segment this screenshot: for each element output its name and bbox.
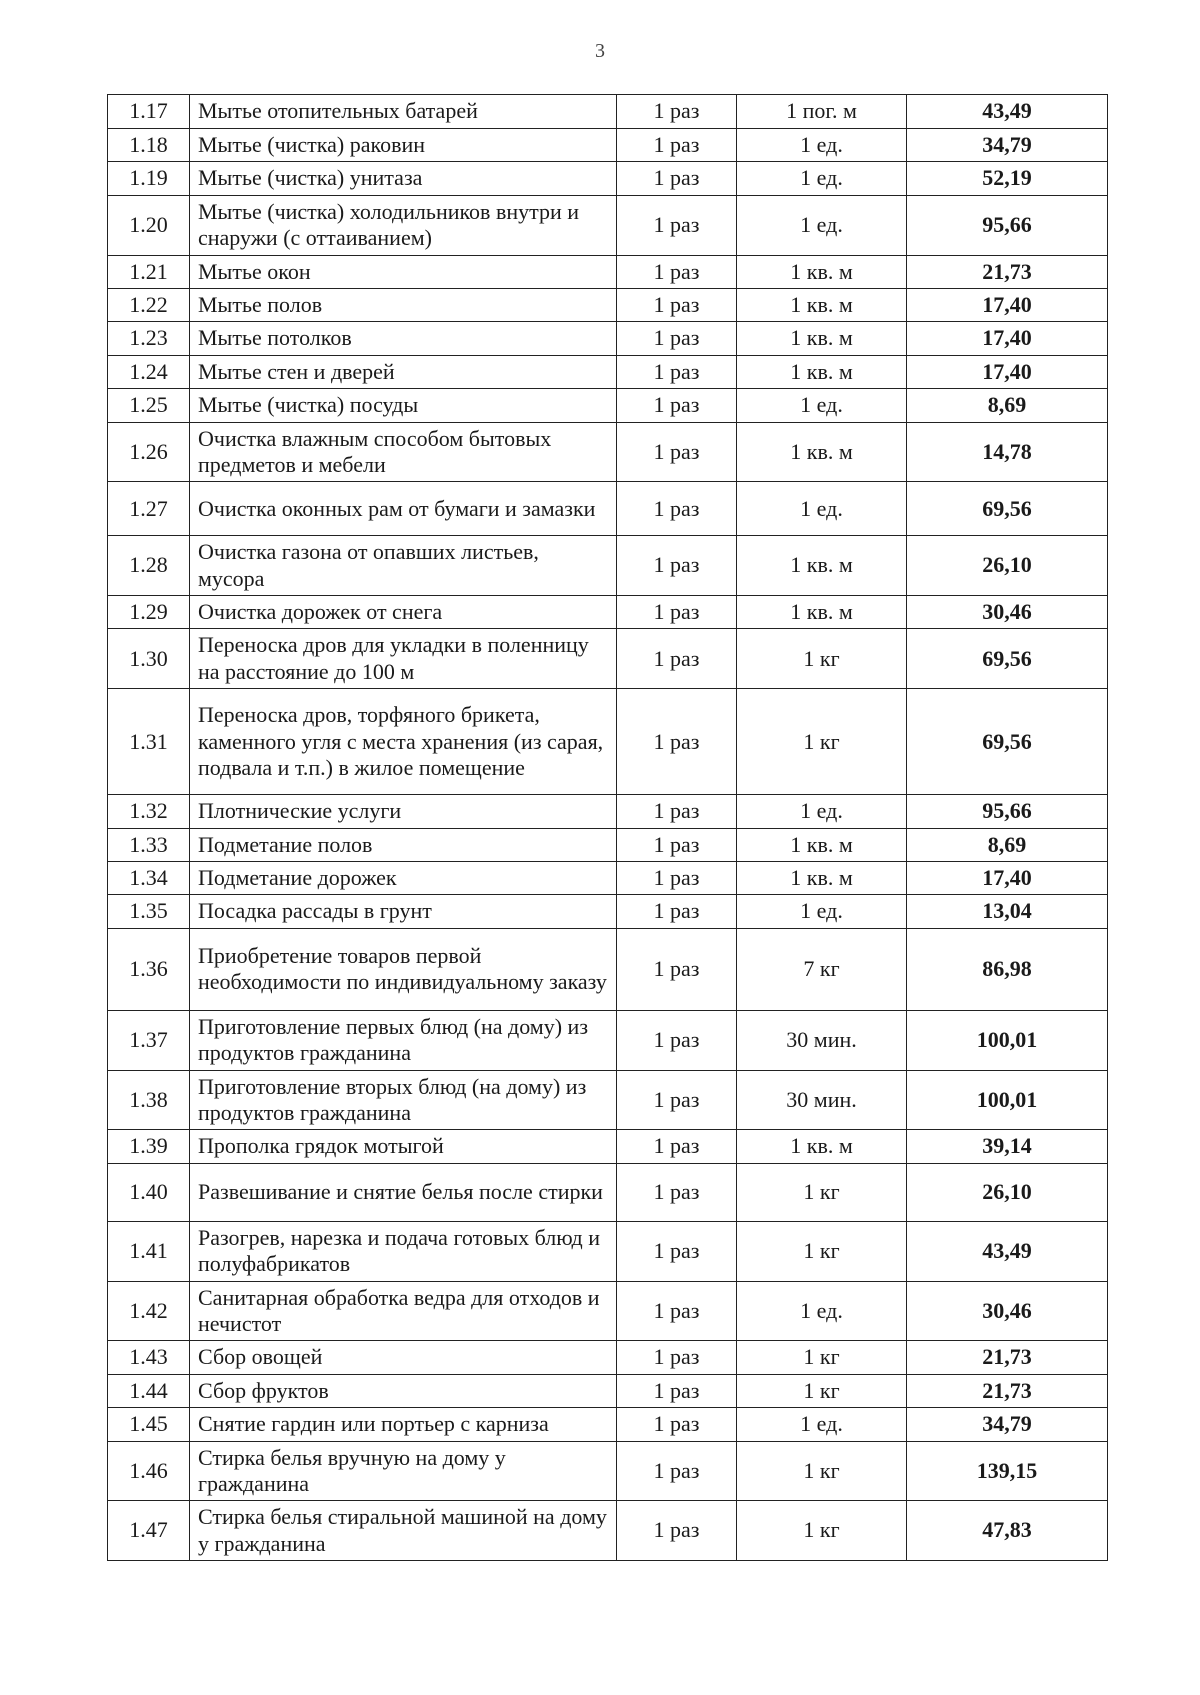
frequency: 1 раз <box>617 1408 737 1441</box>
unit-of-measure: 30 мин. <box>737 1070 907 1130</box>
item-number: 1.30 <box>108 629 190 689</box>
frequency: 1 раз <box>617 1341 737 1374</box>
item-number: 1.34 <box>108 862 190 895</box>
service-name: Санитарная обработка ведра для отходов и нечистот <box>190 1281 617 1341</box>
frequency: 1 раз <box>617 95 737 129</box>
price: 47,83 <box>907 1501 1108 1561</box>
frequency: 1 раз <box>617 596 737 629</box>
item-number: 1.28 <box>108 536 190 596</box>
frequency: 1 раз <box>617 1374 737 1407</box>
item-number: 1.25 <box>108 389 190 422</box>
frequency: 1 раз <box>617 322 737 355</box>
service-name: Мытье полов <box>190 288 617 321</box>
item-number: 1.40 <box>108 1163 190 1221</box>
item-number: 1.20 <box>108 195 190 255</box>
item-number: 1.24 <box>108 355 190 388</box>
page-number: 3 <box>595 40 605 62</box>
table-row <box>108 355 1108 388</box>
frequency: 1 раз <box>617 355 737 388</box>
unit-of-measure: 1 ед. <box>737 195 907 255</box>
frequency: 1 раз <box>617 629 737 689</box>
item-number: 1.47 <box>108 1501 190 1561</box>
service-name: Переноска дров, торфяного брикета, каменного угля с места хранения (из сарая, подвала и т.п.) в жилое помещение <box>190 689 617 795</box>
item-number: 1.31 <box>108 689 190 795</box>
table-row <box>108 1010 1108 1070</box>
item-number: 1.33 <box>108 828 190 861</box>
price: 14,78 <box>907 422 1108 482</box>
price: 43,49 <box>907 95 1108 129</box>
unit-of-measure: 1 кг <box>737 629 907 689</box>
service-name: Подметание полов <box>190 828 617 861</box>
frequency: 1 раз <box>617 689 737 795</box>
price: 26,10 <box>907 536 1108 596</box>
item-number: 1.41 <box>108 1221 190 1281</box>
table-row <box>108 1130 1108 1163</box>
price: 13,04 <box>907 895 1108 928</box>
service-name: Очистка влажным способом бытовых предметов и мебели <box>190 422 617 482</box>
service-name: Приготовление первых блюд (на дому) из продуктов гражданина <box>190 1010 617 1070</box>
item-number: 1.18 <box>108 129 190 162</box>
table-row <box>108 1341 1108 1374</box>
frequency: 1 раз <box>617 162 737 195</box>
item-number: 1.38 <box>108 1070 190 1130</box>
table-row <box>108 1070 1108 1130</box>
price: 17,40 <box>907 355 1108 388</box>
service-name: Снятие гардин или портьер с карниза <box>190 1408 617 1441</box>
frequency: 1 раз <box>617 536 737 596</box>
table-row <box>108 689 1108 795</box>
item-number: 1.46 <box>108 1441 190 1501</box>
table-row <box>108 1441 1108 1501</box>
table-row <box>108 862 1108 895</box>
table-row <box>108 1501 1108 1561</box>
service-name: Посадка рассады в грунт <box>190 895 617 928</box>
unit-of-measure: 1 кв. м <box>737 536 907 596</box>
unit-of-measure: 1 ед. <box>737 482 907 536</box>
price: 100,01 <box>907 1010 1108 1070</box>
item-number: 1.27 <box>108 482 190 536</box>
table-row <box>108 129 1108 162</box>
service-name: Мытье (чистка) посуды <box>190 389 617 422</box>
table-row <box>108 95 1108 129</box>
table-body <box>108 95 1108 1561</box>
frequency: 1 раз <box>617 482 737 536</box>
table-row <box>108 195 1108 255</box>
item-number: 1.42 <box>108 1281 190 1341</box>
unit-of-measure: 1 кг <box>737 689 907 795</box>
frequency: 1 раз <box>617 1010 737 1070</box>
frequency: 1 раз <box>617 1281 737 1341</box>
table-row <box>108 322 1108 355</box>
service-name: Сбор фруктов <box>190 1374 617 1407</box>
frequency: 1 раз <box>617 288 737 321</box>
service-name: Стирка белья стиральной машиной на дому у гражданина <box>190 1501 617 1561</box>
frequency: 1 раз <box>617 255 737 288</box>
table-row <box>108 1374 1108 1407</box>
frequency: 1 раз <box>617 928 737 1010</box>
services-price-table <box>107 94 1108 1561</box>
table-row <box>108 1221 1108 1281</box>
price: 17,40 <box>907 288 1108 321</box>
service-name: Очистка дорожек от снега <box>190 596 617 629</box>
service-name: Переноска дров для укладки в поленницу на расстояние до 100 м <box>190 629 617 689</box>
table-row <box>108 288 1108 321</box>
service-name: Стирка белья вручную на дому у гражданина <box>190 1441 617 1501</box>
item-number: 1.19 <box>108 162 190 195</box>
table-row <box>108 255 1108 288</box>
price: 139,15 <box>907 1441 1108 1501</box>
unit-of-measure: 1 кв. м <box>737 862 907 895</box>
item-number: 1.21 <box>108 255 190 288</box>
frequency: 1 раз <box>617 862 737 895</box>
table-row <box>108 536 1108 596</box>
service-name: Мытье (чистка) раковин <box>190 129 617 162</box>
item-number: 1.39 <box>108 1130 190 1163</box>
unit-of-measure: 1 кв. м <box>737 828 907 861</box>
item-number: 1.44 <box>108 1374 190 1407</box>
service-name: Развешивание и снятие белья после стирки <box>190 1163 617 1221</box>
unit-of-measure: 30 мин. <box>737 1010 907 1070</box>
service-name: Разогрев, нарезка и подача готовых блюд и полуфабрикатов <box>190 1221 617 1281</box>
unit-of-measure: 1 ед. <box>737 162 907 195</box>
service-name: Очистка оконных рам от бумаги и замазки <box>190 482 617 536</box>
unit-of-measure: 1 ед. <box>737 1281 907 1341</box>
item-number: 1.17 <box>108 95 190 129</box>
service-name: Плотнические услуги <box>190 795 617 828</box>
service-name: Подметание дорожек <box>190 862 617 895</box>
unit-of-measure: 1 кв. м <box>737 288 907 321</box>
price: 69,56 <box>907 629 1108 689</box>
price: 95,66 <box>907 795 1108 828</box>
unit-of-measure: 1 кв. м <box>737 596 907 629</box>
unit-of-measure: 1 кг <box>737 1441 907 1501</box>
item-number: 1.22 <box>108 288 190 321</box>
frequency: 1 раз <box>617 1070 737 1130</box>
price: 34,79 <box>907 129 1108 162</box>
table-row <box>108 629 1108 689</box>
frequency: 1 раз <box>617 1501 737 1561</box>
price: 100,01 <box>907 1070 1108 1130</box>
item-number: 1.37 <box>108 1010 190 1070</box>
unit-of-measure: 1 ед. <box>737 1408 907 1441</box>
frequency: 1 раз <box>617 1163 737 1221</box>
item-number: 1.29 <box>108 596 190 629</box>
price: 69,56 <box>907 482 1108 536</box>
price: 30,46 <box>907 1281 1108 1341</box>
table-row <box>108 895 1108 928</box>
unit-of-measure: 7 кг <box>737 928 907 1010</box>
frequency: 1 раз <box>617 129 737 162</box>
frequency: 1 раз <box>617 828 737 861</box>
frequency: 1 раз <box>617 895 737 928</box>
table-row <box>108 828 1108 861</box>
price: 69,56 <box>907 689 1108 795</box>
table-row <box>108 1281 1108 1341</box>
item-number: 1.35 <box>108 895 190 928</box>
unit-of-measure: 1 кв. м <box>737 1130 907 1163</box>
price: 95,66 <box>907 195 1108 255</box>
table-row <box>108 1408 1108 1441</box>
price: 21,73 <box>907 1341 1108 1374</box>
item-number: 1.36 <box>108 928 190 1010</box>
service-name: Мытье потолков <box>190 322 617 355</box>
unit-of-measure: 1 кв. м <box>737 355 907 388</box>
service-name: Прополка грядок мотыгой <box>190 1130 617 1163</box>
frequency: 1 раз <box>617 795 737 828</box>
frequency: 1 раз <box>617 422 737 482</box>
table-row <box>108 795 1108 828</box>
item-number: 1.45 <box>108 1408 190 1441</box>
table-row <box>108 422 1108 482</box>
item-number: 1.23 <box>108 322 190 355</box>
price: 30,46 <box>907 596 1108 629</box>
table-row <box>108 162 1108 195</box>
unit-of-measure: 1 кг <box>737 1221 907 1281</box>
service-name: Очистка газона от опавших листьев, мусора <box>190 536 617 596</box>
service-name: Мытье окон <box>190 255 617 288</box>
price: 26,10 <box>907 1163 1108 1221</box>
service-name: Мытье отопительных батарей <box>190 95 617 129</box>
unit-of-measure: 1 ед. <box>737 795 907 828</box>
table-row <box>108 389 1108 422</box>
price: 86,98 <box>907 928 1108 1010</box>
unit-of-measure: 1 ед. <box>737 895 907 928</box>
price: 34,79 <box>907 1408 1108 1441</box>
frequency: 1 раз <box>617 1221 737 1281</box>
table-row <box>108 928 1108 1010</box>
price: 17,40 <box>907 862 1108 895</box>
table-row <box>108 596 1108 629</box>
service-name: Сбор овощей <box>190 1341 617 1374</box>
frequency: 1 раз <box>617 1441 737 1501</box>
unit-of-measure: 1 кв. м <box>737 322 907 355</box>
unit-of-measure: 1 кг <box>737 1501 907 1561</box>
table-row <box>108 1163 1108 1221</box>
frequency: 1 раз <box>617 1130 737 1163</box>
item-number: 1.32 <box>108 795 190 828</box>
unit-of-measure: 1 ед. <box>737 129 907 162</box>
table-row <box>108 482 1108 536</box>
unit-of-measure: 1 ед. <box>737 389 907 422</box>
frequency: 1 раз <box>617 195 737 255</box>
unit-of-measure: 1 кг <box>737 1374 907 1407</box>
service-name: Мытье (чистка) унитаза <box>190 162 617 195</box>
price: 8,69 <box>907 389 1108 422</box>
service-name: Приобретение товаров первой необходимости по индивидуальному заказу <box>190 928 617 1010</box>
price: 39,14 <box>907 1130 1108 1163</box>
unit-of-measure: 1 пог. м <box>737 95 907 129</box>
item-number: 1.43 <box>108 1341 190 1374</box>
price: 8,69 <box>907 828 1108 861</box>
unit-of-measure: 1 кв. м <box>737 255 907 288</box>
price: 43,49 <box>907 1221 1108 1281</box>
price: 21,73 <box>907 1374 1108 1407</box>
price: 17,40 <box>907 322 1108 355</box>
unit-of-measure: 1 кг <box>737 1163 907 1221</box>
service-name: Приготовление вторых блюд (на дому) из продуктов гражданина <box>190 1070 617 1130</box>
unit-of-measure: 1 кг <box>737 1341 907 1374</box>
unit-of-measure: 1 кв. м <box>737 422 907 482</box>
frequency: 1 раз <box>617 389 737 422</box>
service-name: Мытье (чистка) холодильников внутри и снаружи (с оттаиванием) <box>190 195 617 255</box>
price: 21,73 <box>907 255 1108 288</box>
price: 52,19 <box>907 162 1108 195</box>
item-number: 1.26 <box>108 422 190 482</box>
service-name: Мытье стен и дверей <box>190 355 617 388</box>
